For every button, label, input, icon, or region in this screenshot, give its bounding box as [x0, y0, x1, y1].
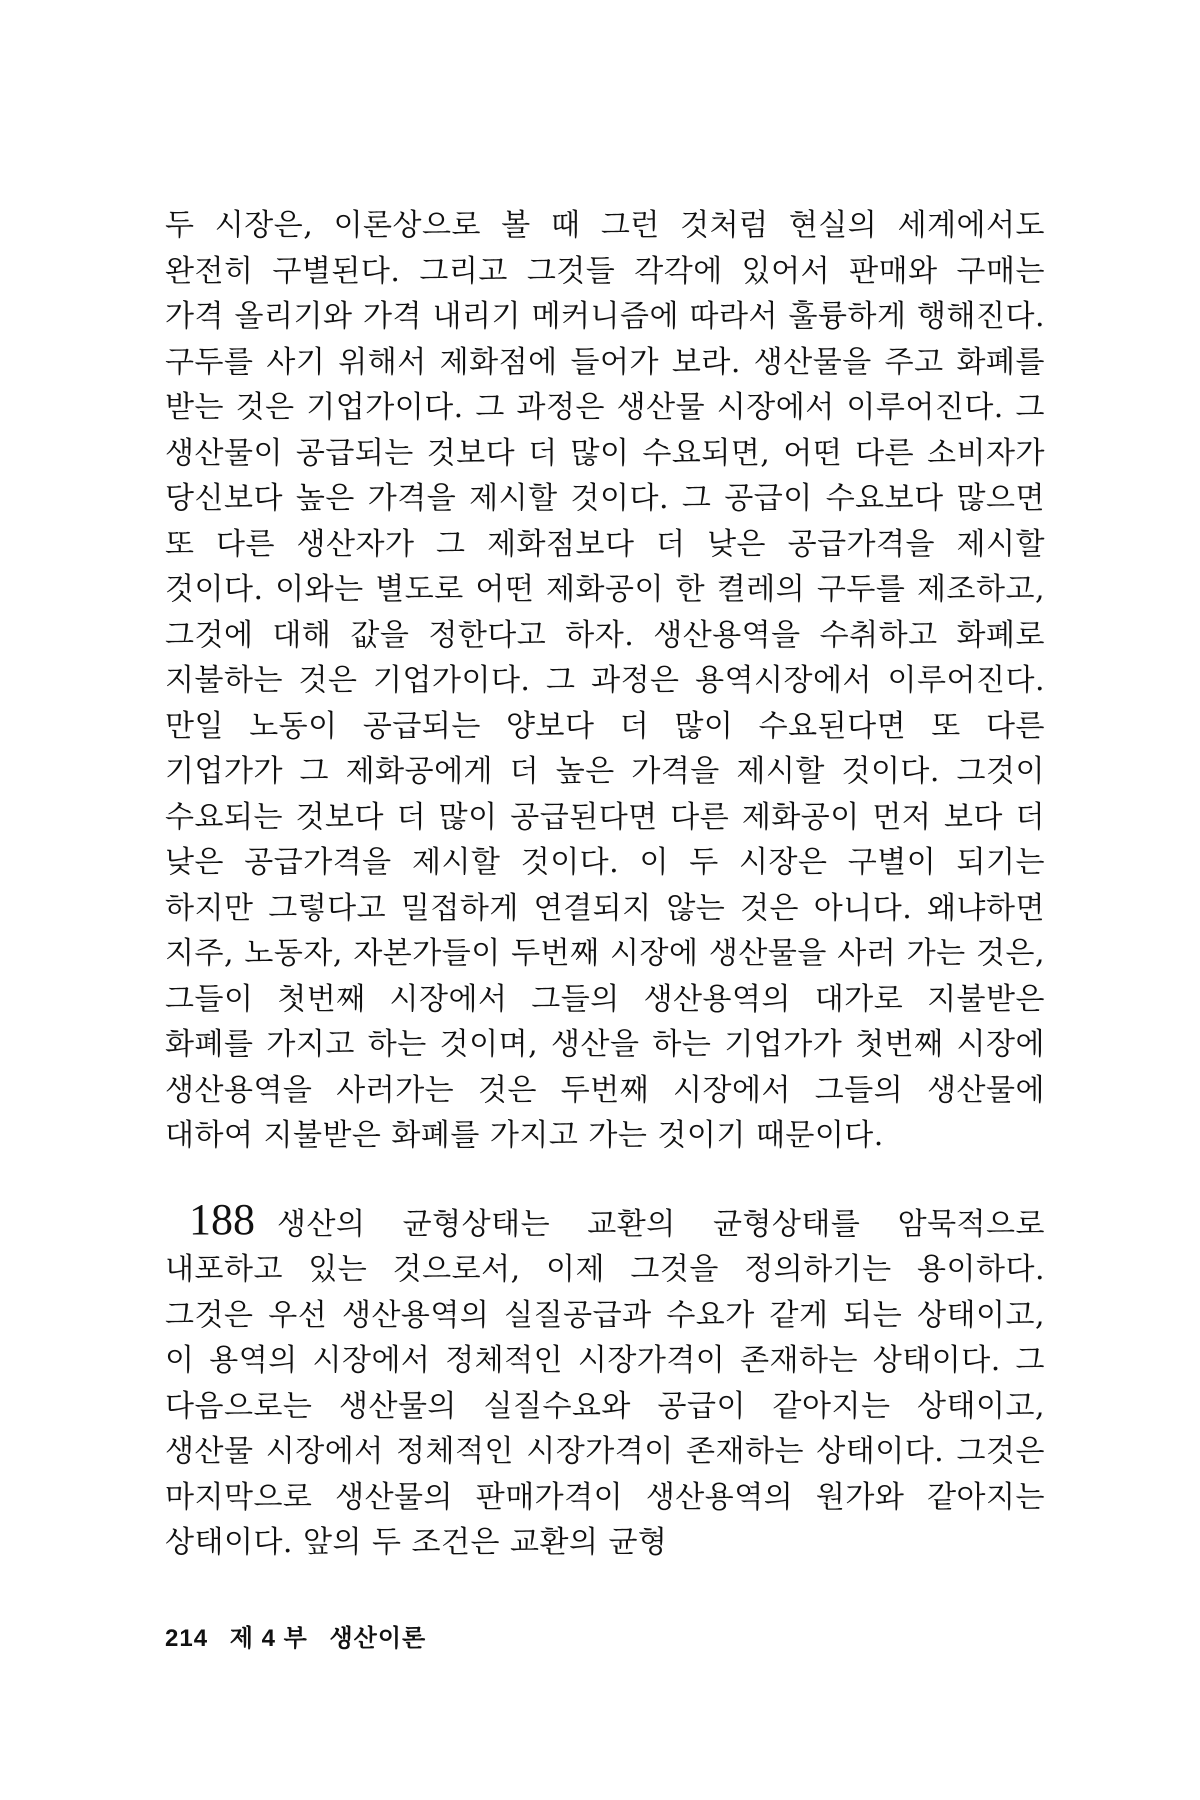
- page-footer: [165, 1618, 440, 1653]
- paragraph-number: 188: [189, 1194, 255, 1244]
- page-body: [165, 203, 1045, 1566]
- paragraph-188: [165, 1194, 1045, 1566]
- part-title: 생산이론: [329, 1625, 427, 1652]
- page-number: 214: [165, 1625, 209, 1652]
- part-label: 제 4 부: [229, 1625, 308, 1652]
- paragraph: 두 시장은, 이론상으로 볼 때 그런 것처럼 현실의 세계에서도 완전히 구별된다. 그리고 그것들 각각에 있어서 판매와 구매는 가격 올리기와 가격 내리기 메커니즘에 따라서 훌륭하게 행해진다. 구두를 사기 위해서 제화점에 들어가 보라. 생산물을 주고 화폐를 받는 것은 기업가이다. 그 과정은 생산물 시장에서 이루어진다. 그 생산물이 공급되는 것보다 더 많이 수요되면, 어떤 다른 소비자가 당신보다 높은 가격을 제시할 것이다. 그 공급이 수요보다 많으면 또 다른 생산자가 그 제화점보다 더 낮은 공급가격을 제시할 것이다. 이와는 별도로 어떤 제화공이 한 켤레의 구두를 제조하고, 그것에 대해 값을 정한다고 하자. 생산용역을 수취하고 화폐로 지불하는 것은 기업가이다. 그 과정은 용역시장에서 이루어진다. 만일 노동이 공급되는 양보다 더 많이 수요된다면 또 다른 기업가가 그 제화공에게 더 높은 가격을 제시할 것이다. 그것이 수요되는 것보다 더 많이 공급된다면 다른 제화공이 먼저 보다 더 낮은 공급가격을 제시할 것이다. 이 두 시장은 구별이 되기는 하지만 그렇다고 밀접하게 연결되지 않는 것은 아니다. 왜냐하면 지주, 노동자, 자본가들이 두번째 시장에 생산물을 사러 가는 것은, 그들이 첫번째 시장에서 그들의 생산용역의 대가로 지불받은 화폐를 가지고 하는 것이며, 생산을 하는 기업가가 첫번째 시장에 생산용역을 사러가는 것은 두번째 시장에서 그들의 생산물에 대하여 지불받은 화폐를 가지고 가는 것이기 때문이다.: [165, 208, 1045, 1153]
- paragraph-text: 생산의 균형상태는 교환의 균형상태를 암묵적으로 내포하고 있는 것으로서, 이제 그것을 정의하기는 용이하다. 그것은 우선 생산용역의 실질공급과 수요가 같게 되는 상태이고, 이 용역의 시장에서 정체적인 시장가격이 존재하는 상태이다. 그 다음으로는 생산물의 실질수요와 공급이 같아지는 상태이고, 생산물 시장에서 정체적인 시장가격이 존재하는 상태이다. 그것은 마지막으로 생산물의 판매가격이 생산용역의 원가와 같아지는 상태이다. 앞의 두 조건은 교환의 균형: [165, 1206, 1045, 1560]
